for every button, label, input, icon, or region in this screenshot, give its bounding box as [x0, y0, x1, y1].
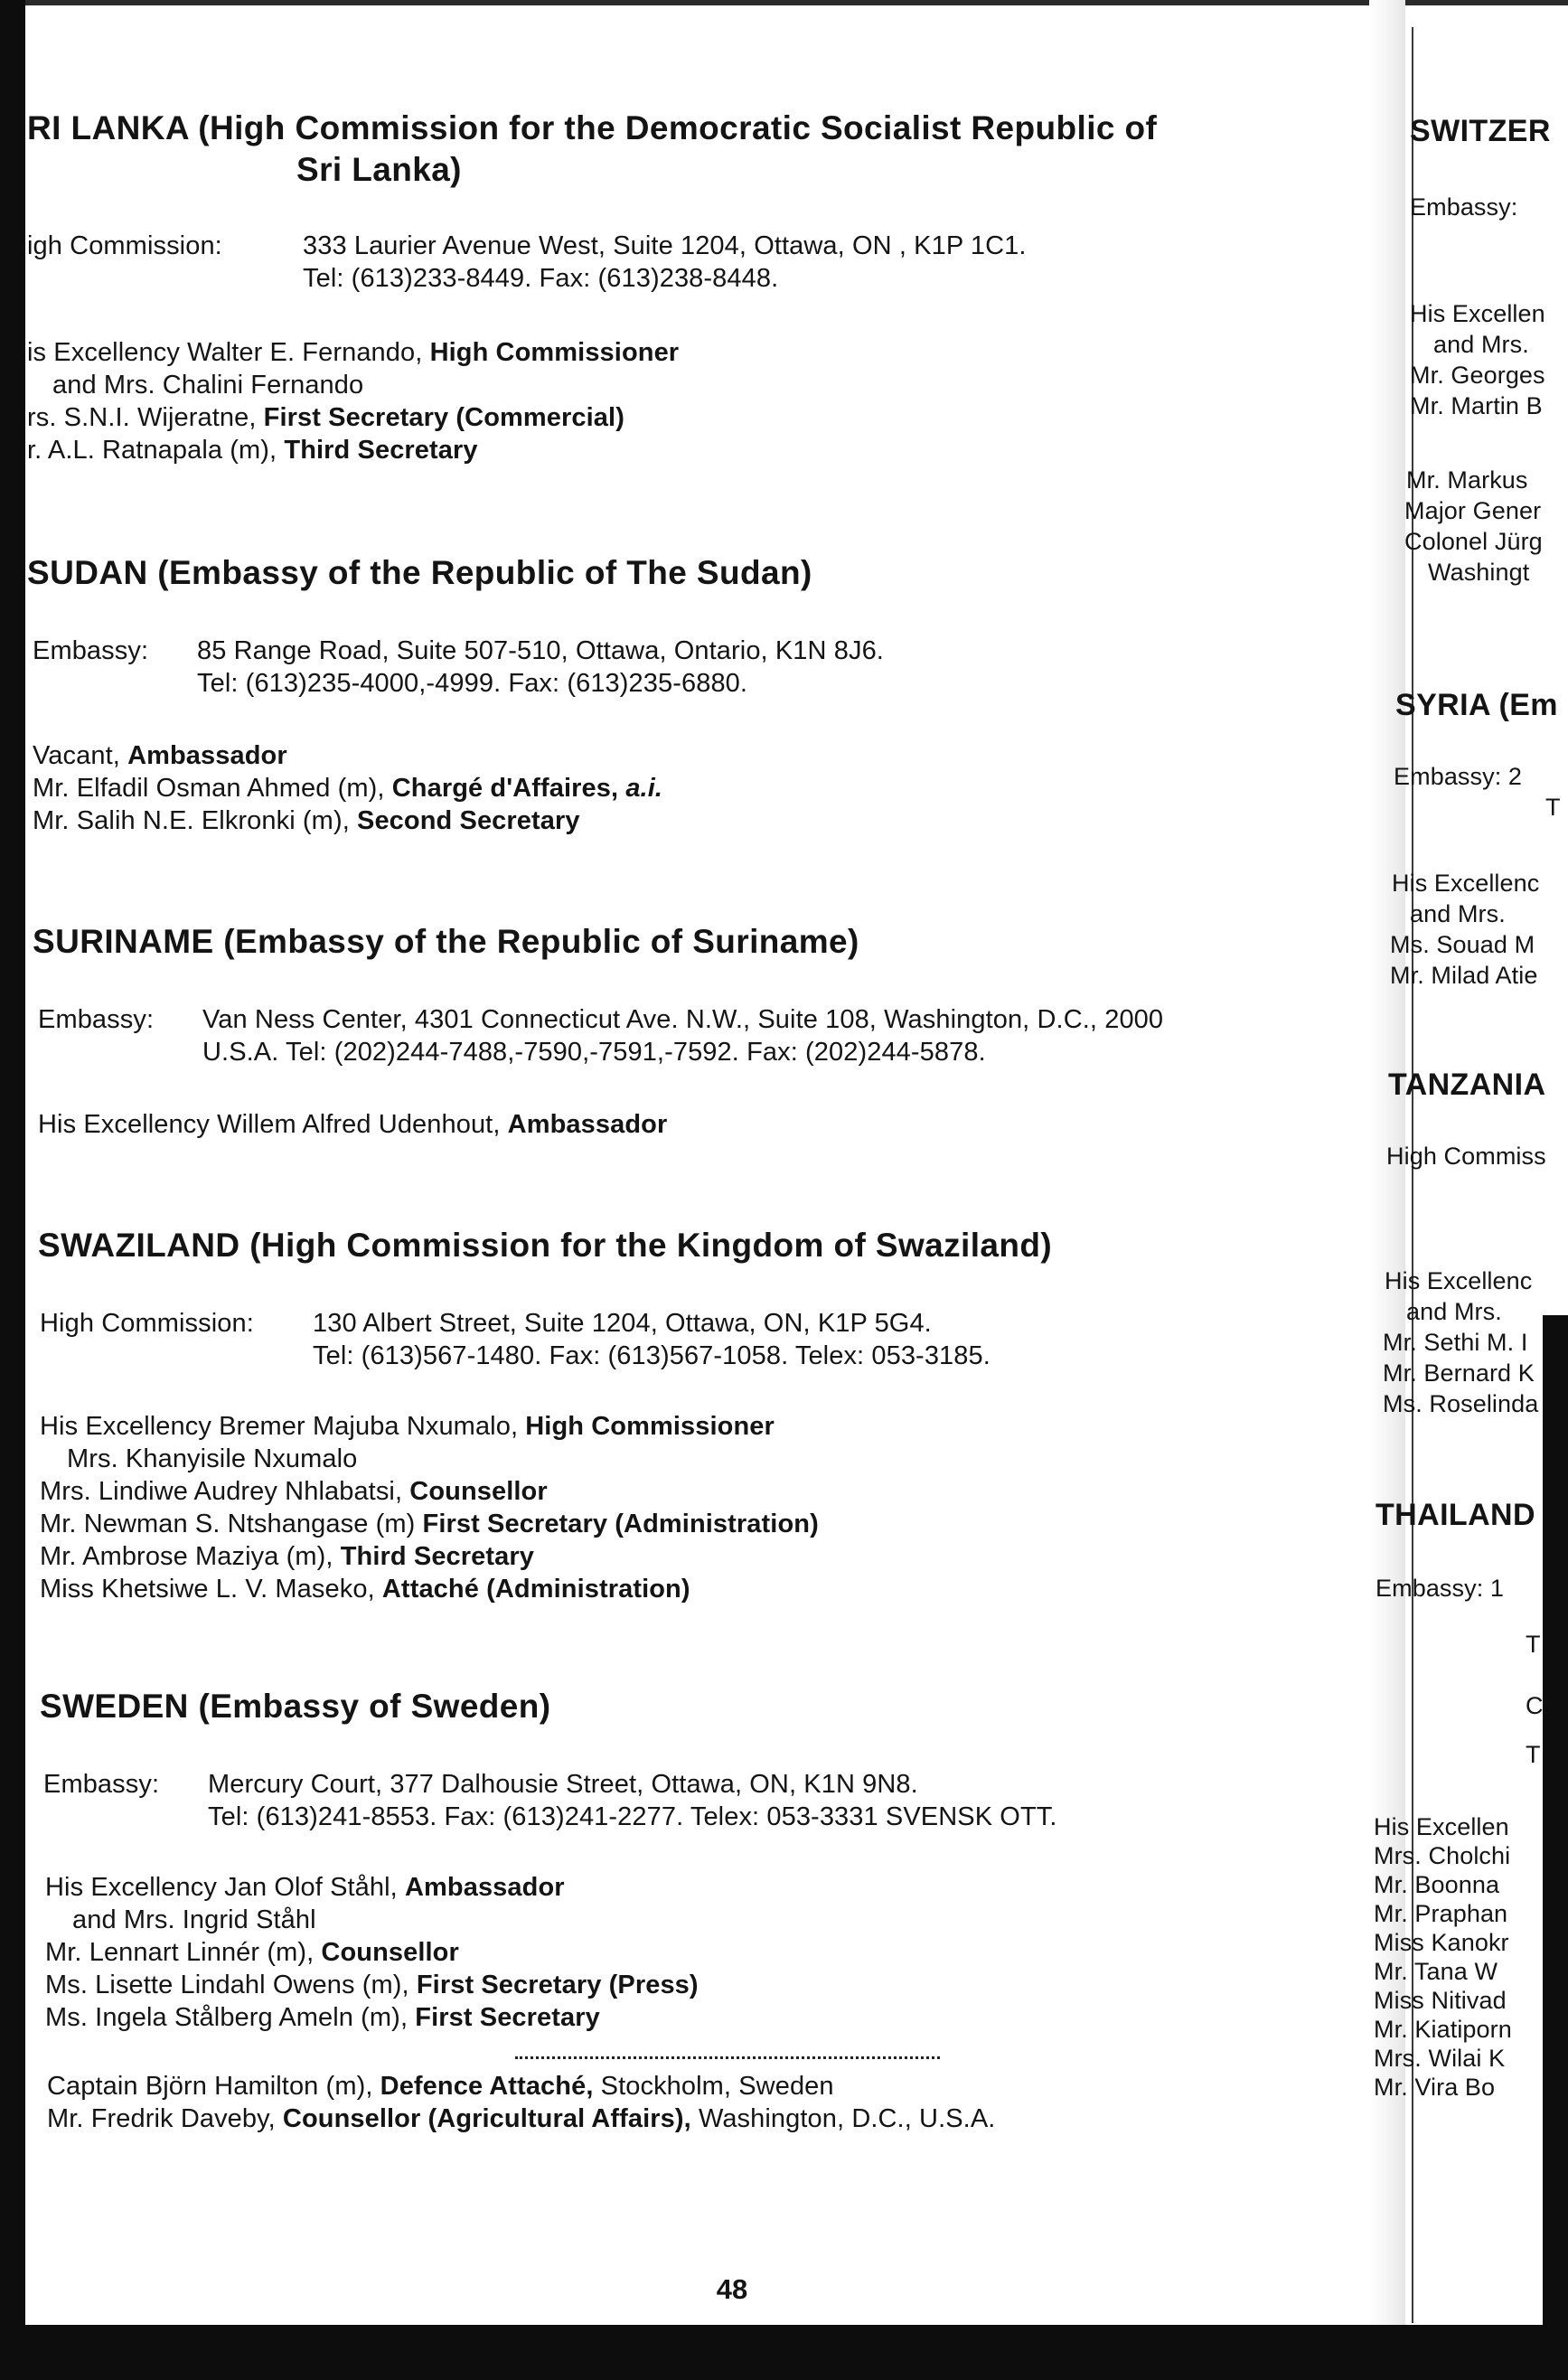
person-entry: Mrs. Khanyisile Nxumalo [67, 1444, 358, 1473]
text-fragment: Mr. Sethi M. I [1383, 1329, 1528, 1356]
text-fragment: High Commiss [1386, 1143, 1546, 1170]
person-entry: Ms. Ingela Stålberg Ameln (m), First Secretary [45, 2003, 600, 2032]
address-label: High Commission: [40, 1309, 254, 1338]
left-page [27, 108, 1356, 2314]
text-fragment: Ms. Souad M [1390, 931, 1535, 958]
text-fragment: and Mrs. [1406, 1298, 1502, 1325]
text-fragment: Mr. Martin B [1410, 392, 1543, 419]
section-heading-sudan: SUDAN (Embassy of the Republic of The Sudan) [27, 554, 812, 591]
text-fragment: Washingt [1428, 559, 1530, 586]
text-fragment: Mr. Milad Atie [1390, 962, 1538, 989]
person-entry: Mr. Ambrose Maziya (m), Third Secretary [40, 1542, 534, 1571]
person-entry: Vacant, Ambassador [33, 741, 287, 770]
address-label: Embassy: [33, 636, 149, 665]
text-fragment: Embassy: 1 [1376, 1575, 1505, 1602]
section-heading-fragment: SWITZER [1410, 114, 1551, 148]
address-line-1: 85 Range Road, Suite 507-510, Ottawa, Ontario, K1N 8J6. [197, 636, 884, 665]
text-fragment: Major Gener [1404, 497, 1542, 524]
text-fragment: Mrs. Cholchi [1374, 1842, 1511, 1869]
text-fragment: C [1526, 1692, 1544, 1719]
text-fragment: T [1526, 1631, 1541, 1658]
scan-top-edge [0, 0, 1568, 5]
text-fragment: His Excellen [1410, 300, 1545, 327]
text-fragment: Miss Nitivad [1374, 1987, 1507, 2014]
right-page-fragment [1374, 0, 1561, 2325]
person-entry: Mr. Fredrik Daveby, Counsellor (Agricultural Affairs), Washington, D.C., U.S.A. [47, 2104, 996, 2133]
person-entry: Miss Khetsiwe L. V. Maseko, Attaché (Administration) [40, 1575, 690, 1604]
text-fragment: Mr. Kiatiporn [1374, 2016, 1512, 2043]
text-fragment: Mr. Bernard K [1383, 1359, 1535, 1387]
text-fragment: T [1526, 1741, 1541, 1768]
text-fragment: T [1545, 794, 1561, 821]
address-line-2: Tel: (613)567-1480. Fax: (613)567-1058. Telex: 053-3185. [313, 1341, 991, 1370]
text-fragment: His Excellenc [1392, 870, 1540, 897]
text-fragment: Miss Kanokr [1374, 1929, 1509, 1956]
address-line-2: U.S.A. Tel: (202)244-7488,-7590,-7591,-7592. Fax: (202)244-5878. [202, 1038, 986, 1067]
person-entry: Captain Björn Hamilton (m), Defence Attaché, Stockholm, Sweden [47, 2072, 834, 2101]
text-fragment: Mr. Vira Bo [1374, 2074, 1496, 2101]
address-line-1: 333 Laurier Avenue West, Suite 1204, Ottawa, ON , K1P 1C1. [303, 231, 1027, 260]
text-fragment: Ms. Roselinda [1383, 1390, 1539, 1417]
text-fragment: Mr. Tana W [1374, 1958, 1498, 1985]
address-line-1: Van Ness Center, 4301 Connecticut Ave. N.W., Suite 108, Washington, D.C., 2000 [202, 1005, 1164, 1034]
person-entry: is Excellency Walter E. Fernando, High Commissioner [27, 338, 680, 367]
person-entry: and Mrs. Chalini Fernando [52, 371, 364, 400]
text-fragment: His Excellenc [1385, 1267, 1533, 1294]
text-fragment: Colonel Jürg [1404, 528, 1543, 555]
person-entry: Mr. Newman S. Ntshangase (m) First Secretary (Administration) [40, 1510, 819, 1538]
address-line-2: Tel: (613)241-8553. Fax: (613)241-2277. Telex: 053-3331 SVENSK OTT. [208, 1802, 1057, 1831]
scan-right-edge [1543, 1315, 1568, 2328]
address-line-2: Tel: (613)233-8449. Fax: (613)238-8448. [303, 264, 779, 293]
section-heading-sri-lanka: RI LANKA (High Commission for the Democratic Socialist Republic of [27, 109, 1158, 146]
text-fragment: Mr. Georges [1410, 362, 1545, 389]
address-label: Embassy: [38, 1005, 155, 1034]
address-line-1: Mercury Court, 377 Dalhousie Street, Ottawa, ON, K1N 9N8. [208, 1770, 918, 1799]
section-heading-fragment: THAILAND [1376, 1498, 1535, 1532]
address-line-1: 130 Albert Street, Suite 1204, Ottawa, ON, K1P 5G4. [313, 1309, 932, 1338]
person-entry: Mr. Salih N.E. Elkronki (m), Second Secretary [33, 806, 580, 835]
section-heading-fragment: SYRIA (Em [1395, 688, 1558, 722]
page-number: 48 [716, 2273, 748, 2305]
person-entry: His Excellency Jan Olof Ståhl, Ambassador [45, 1873, 565, 1902]
text-fragment: Mr. Praphan [1374, 1900, 1508, 1927]
person-entry: r. A.L. Ratnapala (m), Third Secretary [27, 436, 478, 465]
text-fragment: Embassy: [1410, 193, 1518, 221]
section-heading-sri-lanka-cont: Sri Lanka) [296, 151, 462, 188]
person-entry: Mr. Lennart Linnér (m), Counsellor [45, 1938, 459, 1967]
address-label: Embassy: [43, 1770, 160, 1799]
text-fragment: Mrs. Wilai K [1374, 2045, 1506, 2072]
person-entry: His Excellency Bremer Majuba Nxumalo, High Commissioner [40, 1412, 775, 1441]
dotted-separator [515, 2056, 940, 2059]
section-heading-swaziland: SWAZILAND (High Commission for the Kingdom of Swaziland) [38, 1227, 1053, 1264]
text-fragment: and Mrs. [1433, 331, 1529, 358]
text-fragment: Mr. Boonna [1374, 1871, 1500, 1898]
person-entry: Ms. Lisette Lindahl Owens (m), First Secretary (Press) [45, 1971, 699, 1999]
person-entry: Mrs. Lindiwe Audrey Nhlabatsi, Counsellor [40, 1477, 548, 1506]
text-fragment: His Excellen [1374, 1813, 1509, 1840]
scan-bottom-edge [0, 2325, 1568, 2380]
address-line-2: Tel: (613)235-4000,-4999. Fax: (613)235-6880. [197, 669, 748, 698]
text-fragment: and Mrs. [1410, 900, 1506, 927]
scan-left-edge [0, 0, 25, 2380]
section-heading-fragment: TANZANIA [1388, 1068, 1546, 1102]
text-fragment: Embassy: 2 [1394, 763, 1523, 790]
person-entry: and Mrs. Ingrid Ståhl [72, 1905, 316, 1934]
address-label: igh Commission: [27, 231, 222, 260]
section-heading-sweden: SWEDEN (Embassy of Sweden) [40, 1688, 551, 1725]
person-entry: His Excellency Willem Alfred Udenhout, Ambassador [38, 1110, 668, 1139]
section-heading-suriname: SURINAME (Embassy of the Republic of Suriname) [33, 923, 859, 960]
person-entry: Mr. Elfadil Osman Ahmed (m), Chargé d'Affaires, a.i. [33, 774, 663, 803]
person-entry: rs. S.N.I. Wijeratne, First Secretary (Commercial) [27, 403, 624, 432]
text-fragment: Mr. Markus [1406, 466, 1528, 494]
